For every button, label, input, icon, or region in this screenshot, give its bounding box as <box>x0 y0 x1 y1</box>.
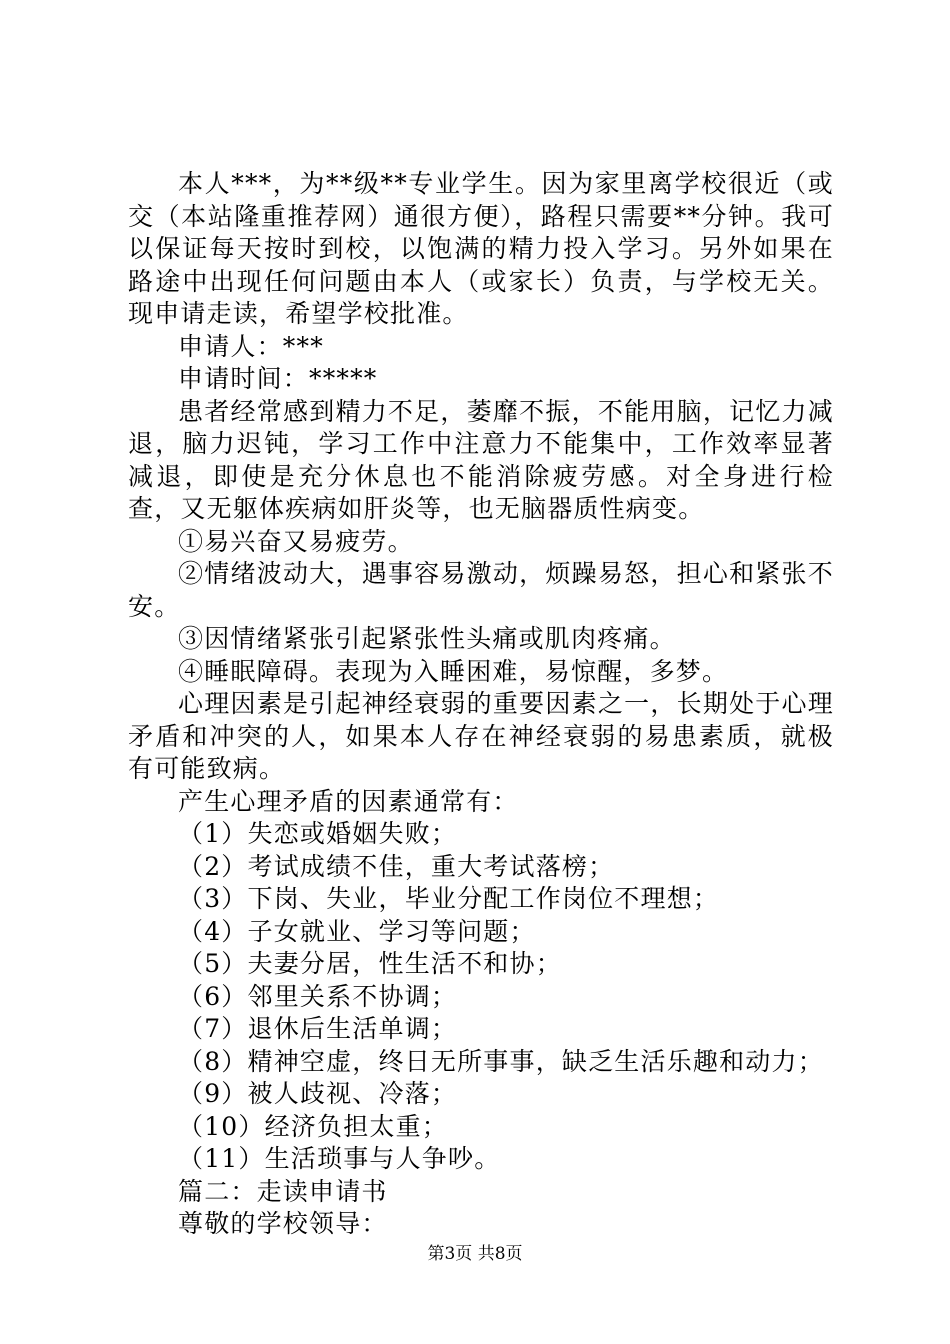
list-item: （8）精神空虚，终日无所事事，缺乏生活乐趣和动力； <box>178 1046 824 1076</box>
paragraph-application-intro: 本人***，为**级**专业学生。因为家里离学校很近（或交（本站隆重推荐网）通很方便），路程只需要**分钟。我可以保证每天按时到校，以饱满的精力投入学习。另外如果在路途中出现任何问题由本人（或家长）负责，与学校无关。现申请走读，希望学校批准。 <box>128 169 834 328</box>
paragraph-symptoms: 患者经常感到精力不足，萎靡不振，不能用脑，记忆力减退，脑力迟钝，学习工作中注意力不能集中，工作效率显著减退，即使是充分休息也不能消除疲劳感。对全身进行检查，又无躯体疾病如肝炎等，也无脑器质性病变。 <box>128 396 834 523</box>
list-item: （1）失恋或婚姻失败； <box>178 819 458 848</box>
paragraph-symptom-1: ①易兴奋又易疲劳。 <box>178 526 414 556</box>
list-item: （4）子女就业、学习等问题； <box>178 916 536 946</box>
paragraph-factors-heading: 产生心理矛盾的因素通常有： <box>178 786 519 816</box>
list-item: （3）下岗、失业，毕业分配工作岗位不理想； <box>178 884 720 913</box>
list-item: （10）经济负担太重； <box>178 1111 449 1141</box>
paragraph-psychological-factors: 心理因素是引起神经衰弱的重要因素之一，长期处于心理矛盾和冲突的人，如果本人存在神经衰弱的易患素质，就极有可能致病。 <box>128 689 834 783</box>
document-body <box>128 168 834 1241</box>
paragraph-applicant: 申请人：*** <box>178 331 324 361</box>
list-item: （11）生活琐事与人争吵。 <box>178 1144 501 1173</box>
paragraph-symptom-2: ②情绪波动大，遇事容易激动，烦躁易怒，担心和紧张不安。 <box>128 559 834 621</box>
list-item: （7）退休后生活单调； <box>178 1014 458 1043</box>
list-item: （2）考试成绩不佳，重大考试落榜； <box>178 851 615 881</box>
salutation: 尊敬的学校领导： <box>178 1209 388 1238</box>
list-item: （5）夫妻分居，性生活不和协； <box>178 949 562 978</box>
list-item: （9）被人歧视、冷落； <box>178 1079 458 1108</box>
paragraph-symptom-3: ③因情绪紧张引起紧张性头痛或肌肉疼痛。 <box>178 624 676 653</box>
paragraph-symptom-4: ④睡眠障碍。表现为入睡困难，易惊醒，多梦。 <box>178 656 729 686</box>
paragraph-application-date: 申请时间：***** <box>178 364 378 393</box>
page-number-footer: 第3页 共8页 <box>427 1244 523 1264</box>
list-item: （6）邻里关系不协调； <box>178 981 458 1011</box>
section-heading: 篇二：走读申请书 <box>178 1176 388 1206</box>
